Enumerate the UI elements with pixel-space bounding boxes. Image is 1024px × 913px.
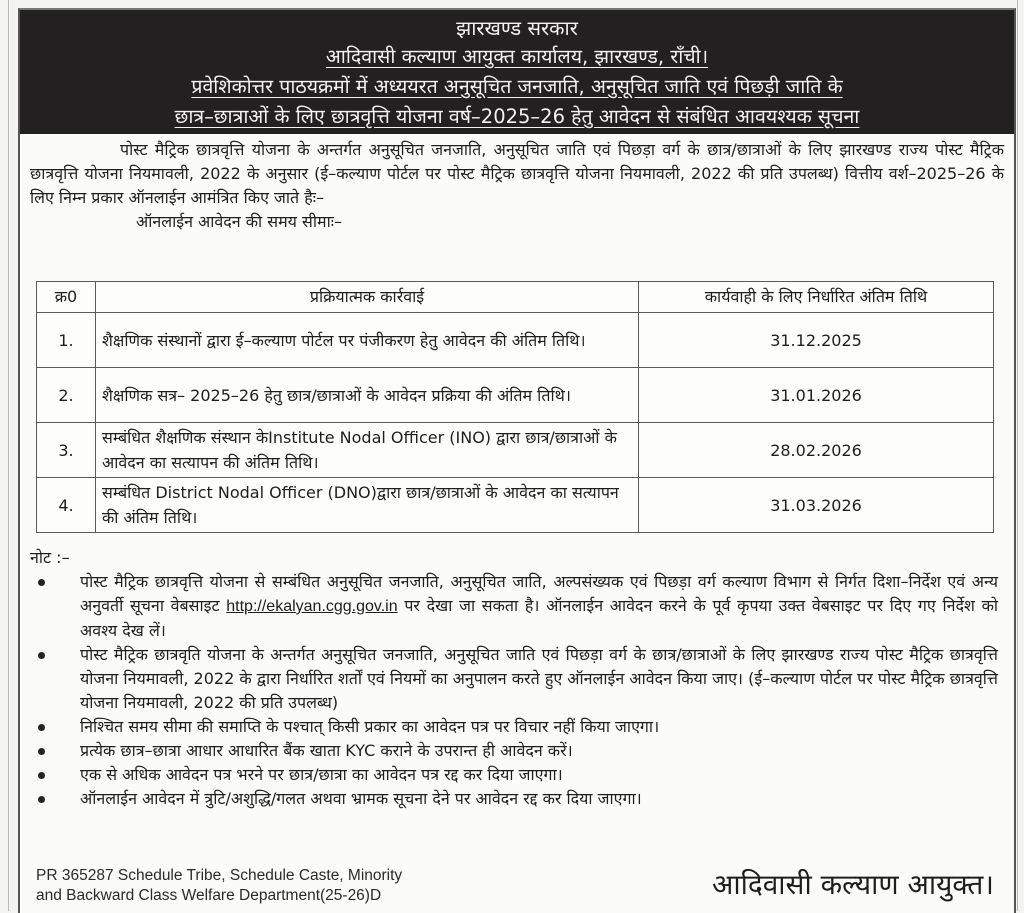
row-action: सम्बंधित District Nodal Officer (DNO)द्वारा छात्र/छात्राओं के आवेदन का सत्यापन की अंतिम तिथि।	[96, 478, 639, 533]
note-text: ऑनलाईन आवेदन में त्रुटि/अशुद्धि/गलत अथवा भ्रामक सूचना देने पर आवेदन रद्द कर दिया जाएगा।	[80, 789, 642, 808]
bullet-icon	[38, 772, 45, 779]
row-deadline: 31.03.2026	[639, 478, 994, 533]
time-limit-heading: ऑनलाईन आवेदन की समय सीमाः–	[136, 212, 342, 231]
note-text: एक से अधिक आवेदन पत्र भरने पर छात्र/छात्रा का आवेदन पत्र रद्द कर दिया जाएगा।	[80, 765, 563, 784]
government-title: झारखण्ड सरकार	[456, 16, 578, 40]
notes-list	[30, 570, 1006, 811]
pr-number-line-1: PR 365287 Schedule Tribe, Schedule Caste, Minority	[36, 867, 403, 884]
row-serial: 2.	[37, 368, 96, 423]
note-text: निश्चित समय सीमा की समाप्ति के पश्चात् किसी प्रकार का आवेदन पत्र पर विचार नहीं किया जाएगा।	[80, 717, 660, 736]
page-edge-right	[1017, 0, 1018, 911]
col-header-action: प्रक्रियात्मक कार्रवाई	[96, 282, 639, 313]
row-action: सम्बंधित शैक्षणिक संस्थान केInstitute Nodal Officer (INO) द्वारा छात्र/छात्राओं के आवेदन का सत्यापन की अंतिम तिथि।	[96, 423, 639, 478]
notes-title: नोट :–	[30, 548, 70, 567]
row-deadline: 31.01.2026	[639, 368, 994, 423]
notice-footer	[36, 866, 1006, 911]
notice-subject-line-1: प्रवेशिकोत्तर पाठयक्रमों में अध्ययरत अनुसूचित जनजाति, अनुसूचित जाति एवं पिछड़ी जाति के	[191, 75, 843, 98]
bullet-icon	[38, 724, 45, 731]
notice-body	[24, 138, 1010, 808]
note-item	[30, 739, 1006, 763]
note-item	[30, 643, 1006, 715]
col-header-deadline: कार्यवाही के लिए निर्धारित अंतिम तिथि	[639, 282, 994, 313]
schedule-table	[36, 281, 994, 533]
note-text: पर देखा जा सकता है। ऑनलाईन आवेदन करने के पूर्व कृपया उक्त वेबसाइट पर दिए गए निर्देश को अवश्य देख लें।	[80, 596, 999, 640]
pr-number-line-2: and Backward Class Welfare Department(25-26)D	[36, 887, 382, 904]
bullet-icon	[38, 579, 45, 586]
notes-section	[30, 546, 1006, 811]
website-link[interactable]: http://ekalyan.cgg.gov.in	[226, 598, 398, 615]
note-item	[30, 715, 1006, 739]
office-title: आदिवासी कल्याण आयुक्त कार्यालय, झारखण्ड, राँची।	[325, 45, 709, 68]
note-text: प्रत्येक छात्र–छात्रा आधार आधारित बैंक खाता KYC कराने के उपरान्त ही आवेदन करें।	[80, 741, 573, 760]
notice-subject-line-2: छात्र–छात्राओं के लिए छात्रवृत्ति योजना वर्ष–2025–26 हेतु आवेदन से संबंधित आवयश्यक सूचना	[174, 105, 860, 128]
row-serial: 3.	[37, 423, 96, 478]
note-text: पोस्ट मैट्रिक छात्रवृति योजना के अन्तर्गत अनुसूचित जनजाति, अनुसूचित जाति एवं पिछड़ा वर्ग के छात्र/छात्राओं के लिए झारखण्ड राज्य पोस्ट मैट्रिक छात्रवृत्ति योजना नियमावली, 2022 के द्वारा निर्धारित शर्तों एवं नियमों का अनुपालन करते हुए ऑनलाईन आवेदन किया जाए। (ई–कल्याण पोर्टल पर पोस्ट मैट्रिक छात्रवृत्ति योजना नियमावली, 2022 की प्रति उपलब्ध)	[80, 645, 998, 712]
row-deadline: 31.12.2025	[639, 313, 994, 368]
row-serial: 4.	[37, 478, 96, 533]
bullet-icon	[38, 748, 45, 755]
intro-paragraph: पोस्ट मैट्रिक छात्रवृत्ति योजना के अन्तर्गत अनुसूचित जनजाति, अनुसूचित जाति एवं पिछड़ा वर्ग के छात्र/छात्राओं के लिए झारखण्ड राज्य पोस्ट मैट्रिक छात्रवृत्ति योजना नियमावली, 2022 के अनुसार (ई–कल्याण पोर्टल पर पोस्ट मैट्रिक छात्रवृत्ति योजना नियमावली, 2022 की प्रति उपलब्ध) वित्तीय वर्श–2025–26 के लिए निम्न प्रकार ऑनलाईन आमंत्रित किए जाते हैः–	[30, 140, 1004, 207]
note-text: पोस्ट मैट्रिक छात्रवृत्ति योजना से सम्बंधित अनुसूचित जनजाति, अनुसूचित जाति, अल्पसंख्यक एवं पिछड़ा वर्ग कल्याण विभाग से निर्गत दिशा–निर्देश एवं अन्य अनुवर्ती सूचना वेबसाइट	[80, 572, 998, 615]
page-edge-left	[8, 0, 9, 911]
row-deadline: 28.02.2026	[639, 423, 994, 478]
note-item	[30, 787, 1006, 811]
signatory: आदिवासी कल्याण आयुक्त।	[711, 868, 994, 901]
row-action: शैक्षणिक सत्र– 2025–26 हेतु छात्र/छात्राओं के आवेदन प्रक्रिया की अंतिम तिथि।	[96, 368, 639, 423]
table-row	[37, 478, 994, 533]
col-header-serial: क्र0	[37, 282, 96, 313]
table-header-row	[37, 282, 994, 313]
note-item	[30, 570, 1006, 643]
note-item	[30, 763, 1006, 787]
table-row	[37, 313, 994, 368]
row-serial: 1.	[37, 313, 96, 368]
bullet-icon	[38, 652, 45, 659]
table-row	[37, 368, 994, 423]
row-action: शैक्षणिक संस्थानों द्वारा ई–कल्याण पोर्टल पर पंजीकरण हेतु आवेदन की अंतिम तिथि।	[96, 313, 639, 368]
notice-header	[20, 10, 1014, 134]
table-row	[37, 423, 994, 478]
bullet-icon	[38, 796, 45, 803]
